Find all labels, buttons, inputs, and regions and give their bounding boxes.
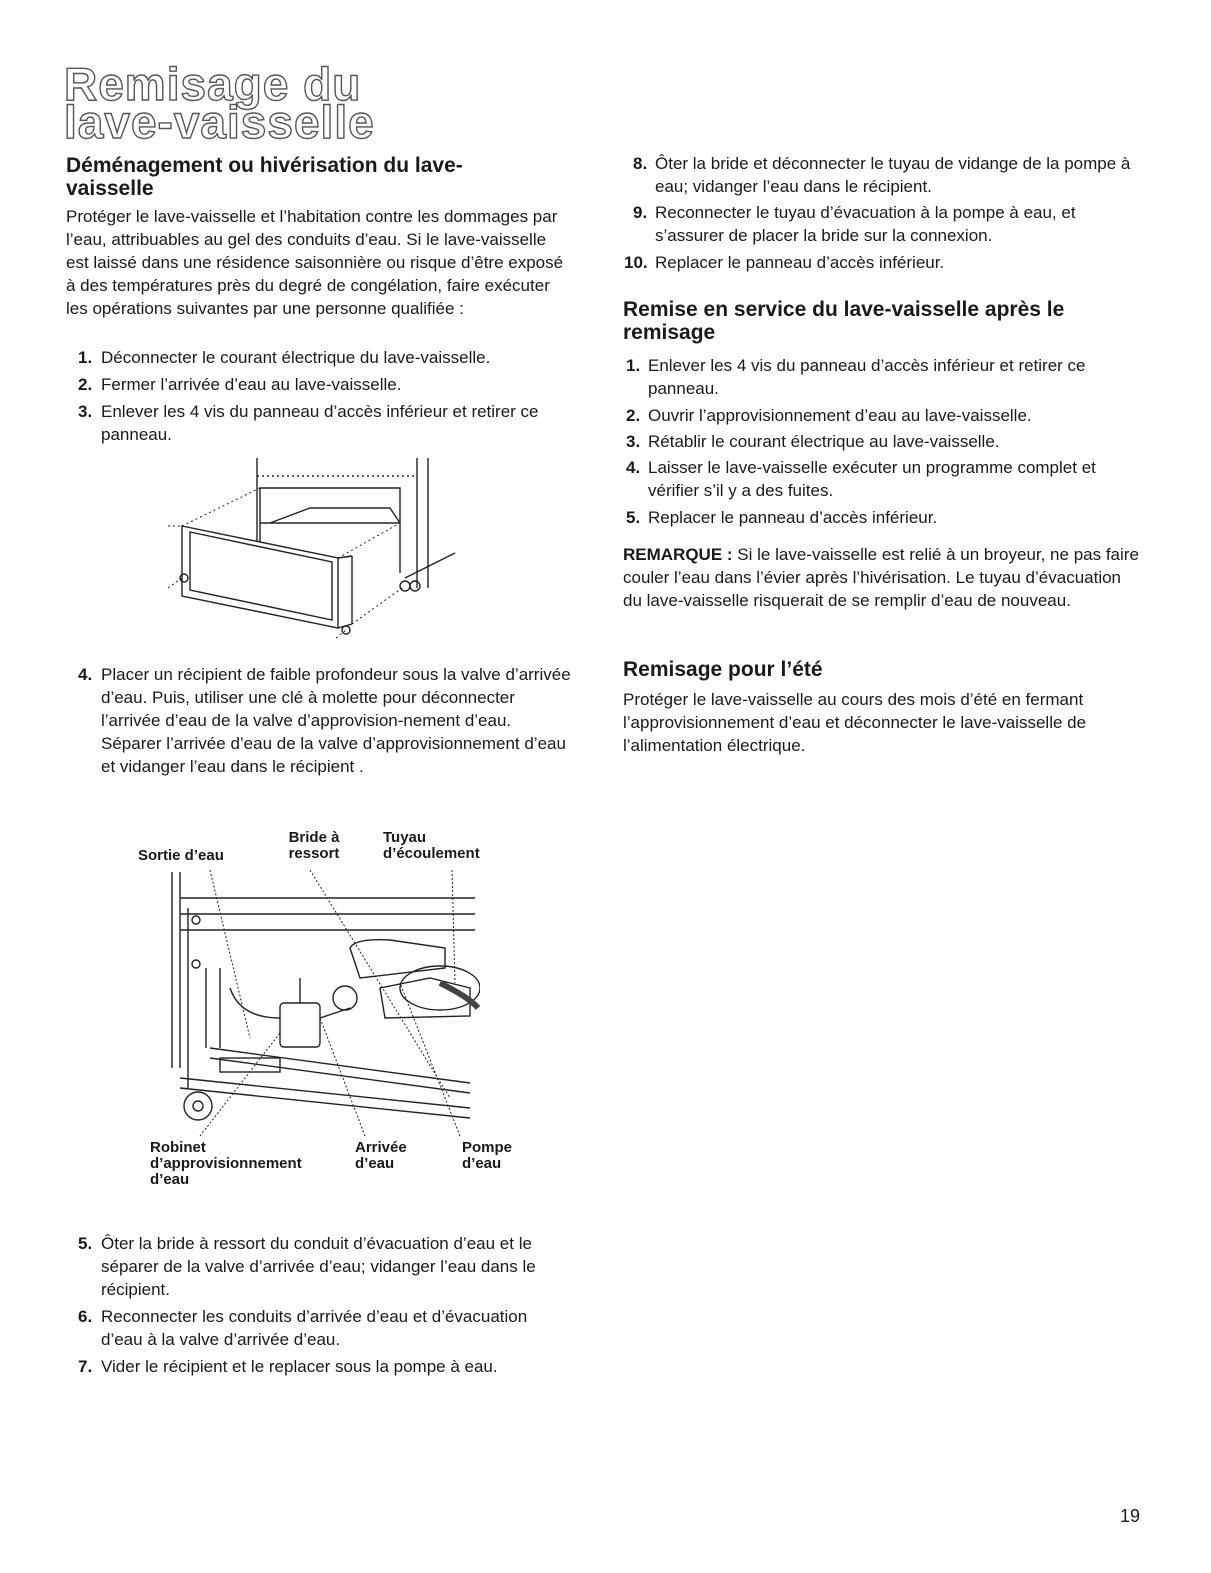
note-text: Si le lave-vaisselle est relié à un broyeur, ne pas faire couler l’eau dans l’évier après l’hivérisation. Le tuyau d’évacuation du lave-vaisselle risquerait de se remplir d’eau de nouveau. bbox=[623, 545, 1139, 610]
step-text: Laisser le lave-vaisselle exécuter un programme complet et vérifier s’il y a des fuites. bbox=[648, 458, 1096, 500]
step-number: 5. bbox=[626, 508, 641, 527]
step-number: 3. bbox=[78, 402, 93, 421]
summer-paragraph: Protéger le lave-vaisselle au cours des mois d’été en fermant l’approvisionnement d’eau et déconnecter le lave-vaisselle de l’alimentation électrique. bbox=[623, 690, 1087, 755]
step-number: 4. bbox=[626, 458, 641, 477]
step-number: 1. bbox=[78, 348, 93, 367]
list-item bbox=[626, 456, 1096, 502]
figure-label-supply-valve: Robinet d’approvisionnement d’eau bbox=[150, 1139, 302, 1188]
list-item bbox=[633, 152, 1143, 198]
list-item bbox=[626, 430, 1146, 453]
list-item bbox=[626, 354, 1146, 400]
step-number: 4. bbox=[78, 665, 93, 684]
step-text: Ouvrir l’approvisionnement d’eau au lave-vaisselle. bbox=[648, 406, 1032, 425]
section-heading-moving-winterizing: Déménagement ou hivérisation du lave-vaisselle bbox=[66, 154, 463, 200]
list-item bbox=[78, 1355, 588, 1378]
note-label: REMARQUE : bbox=[623, 545, 733, 564]
list-item bbox=[626, 506, 1146, 529]
step-number: 3. bbox=[626, 432, 641, 451]
step-text: Reconnecter les conduits d’arrivée d’eau et d’évacuation d’eau à la valve d’arrivée d’eau. bbox=[101, 1307, 528, 1349]
section-heading-return-to-service: Remise en service du lave-vaisselle après le remisage bbox=[623, 298, 1065, 344]
page-title-line-2: lave-vaisselle bbox=[64, 96, 375, 148]
step-number: 2. bbox=[626, 406, 641, 425]
access-panel-illustration bbox=[160, 448, 470, 648]
step-text: Ôter la bride et déconnecter le tuyau de vidange de la pompe à eau; vidanger l’eau dans le récipient. bbox=[655, 154, 1131, 196]
step-text: Fermer l’arrivée d’eau au lave-vaisselle. bbox=[101, 375, 402, 394]
step-number: 6. bbox=[78, 1307, 93, 1326]
figure-label-spring-clamp: Bride à ressort bbox=[288, 829, 340, 862]
step-number: 5. bbox=[78, 1234, 93, 1253]
list-item bbox=[624, 251, 1144, 274]
step-number: 10. bbox=[624, 253, 648, 272]
step-text: Enlever les 4 vis du panneau d’accès inférieur et retirer ce panneau. bbox=[101, 402, 539, 444]
step-text: Vider le récipient et le replacer sous la pompe à eau. bbox=[101, 1357, 498, 1376]
step-text: Déconnecter le courant électrique du lave-vaisselle. bbox=[101, 348, 491, 367]
valve-pump-illustration bbox=[170, 868, 480, 1138]
list-item bbox=[78, 1305, 548, 1351]
list-item bbox=[626, 404, 1146, 427]
step-text: Enlever les 4 vis du panneau d’accès inférieur et retirer ce panneau. bbox=[648, 356, 1086, 398]
step-number: 1. bbox=[626, 356, 641, 375]
list-item bbox=[78, 346, 578, 369]
step-number: 8. bbox=[633, 154, 648, 173]
step-text: Replacer le panneau d’accès inférieur. bbox=[655, 253, 945, 272]
step-text: Reconnecter le tuyau d’évacuation à la pompe à eau, et s’assurer de placer la bride sur la connexion. bbox=[655, 203, 1076, 245]
step-text: Placer un récipient de faible profondeur sous la valve d’arrivée d’eau. Puis, utiliser une clé à molette pour déconnecter l’arrivée d’eau de la valve d’approvision-nement d’eau. Séparer l’arrivée d’eau de la valve d’approvisionnement d’eau et vidanger l’eau dans le récipient . bbox=[101, 665, 571, 776]
step-text: Replacer le panneau d’accès inférieur. bbox=[648, 508, 938, 527]
list-item bbox=[78, 663, 573, 778]
list-item bbox=[78, 373, 578, 396]
step-number: 2. bbox=[78, 375, 93, 394]
step-text: Rétablir le courant électrique au lave-vaisselle. bbox=[648, 432, 1000, 451]
step-number: 9. bbox=[633, 203, 648, 222]
list-item bbox=[78, 400, 548, 446]
figure-label-water-inlet: Arrivée d’eau bbox=[355, 1139, 407, 1172]
page-title-line-1: Remisage du bbox=[64, 58, 362, 110]
section-heading-summer-storage: Remisage pour l’été bbox=[623, 658, 823, 681]
note-paragraph bbox=[623, 543, 1143, 612]
figure-label-water-outlet: Sortie d’eau bbox=[138, 847, 224, 864]
step-number: 7. bbox=[78, 1357, 93, 1376]
intro-paragraph: Protéger le lave-vaisselle et l’habitation contre les dommages par l’eau, attribuables au gel des conduits d’eau. Si le lave-vaisselle est laissé dans une résidence saisonnière ou risque d’être exposé à des températures près du degré de congélation, faire exécuter les opérations suivantes par une personne qualifiée : bbox=[66, 207, 564, 318]
page-number: 19 bbox=[1120, 1506, 1141, 1526]
step-text: Ôter la bride à ressort du conduit d’évacuation d’eau et le séparer de la valve d’arrivée d’eau; vidanger l’eau dans le récipient. bbox=[101, 1234, 536, 1299]
list-item bbox=[633, 201, 1143, 247]
figure-label-drain-hose: Tuyau d’écoulement bbox=[383, 829, 480, 862]
list-item bbox=[78, 1232, 573, 1301]
figure-label-water-pump: Pompe d’eau bbox=[462, 1139, 513, 1172]
